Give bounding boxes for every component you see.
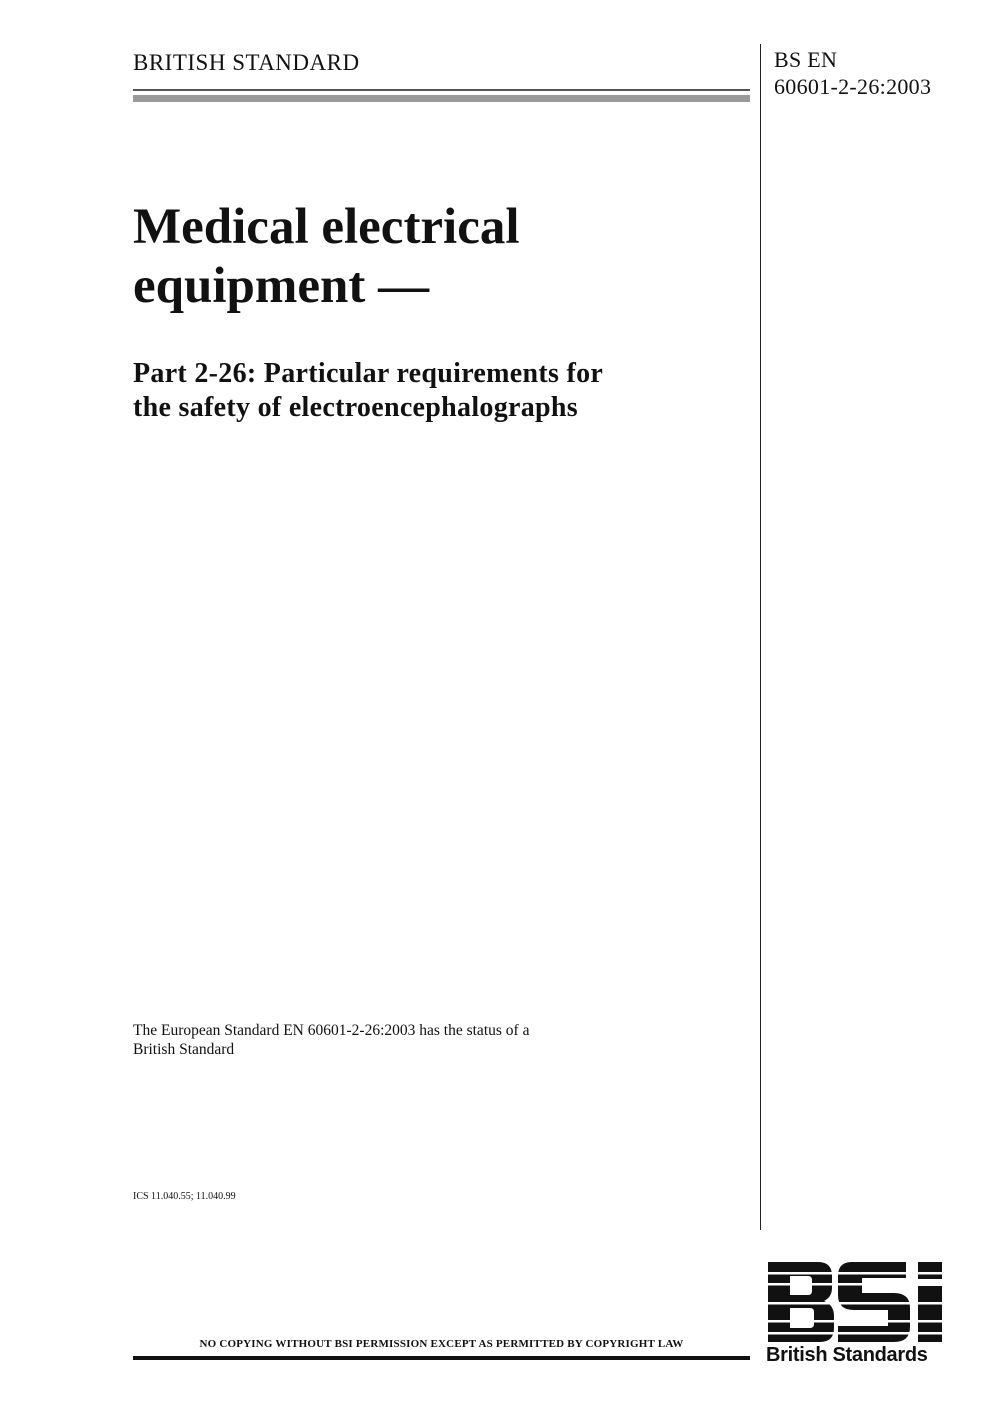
ics-codes: ICS 11.040.55; 11.040.99 — [133, 1191, 236, 1202]
bsi-logo-mark — [766, 1262, 944, 1342]
standard-number-line2: 60601-2-26:2003 — [774, 74, 932, 99]
status-note-line2: British Standard — [133, 1041, 235, 1058]
header-rule-thin — [133, 89, 750, 91]
document-title-line1: Medical electrical — [133, 199, 520, 255]
standard-number-line1: BS EN — [774, 47, 838, 72]
bsi-logo-caption: British Standards — [766, 1344, 928, 1366]
standard-number — [774, 46, 931, 100]
document-title-line2: equipment — — [133, 258, 430, 314]
header-rule-thick — [133, 95, 750, 102]
header-label: BRITISH STANDARD — [133, 50, 360, 75]
copyright-notice: NO COPYING WITHOUT BSI PERMISSION EXCEPT AS PERMITTED BY COPYRIGHT LAW — [199, 1338, 684, 1350]
status-note — [133, 1021, 653, 1059]
status-note-line1: The European Standard EN 60601-2-26:2003 has the status of a — [133, 1022, 530, 1039]
document-subtitle — [133, 357, 743, 425]
footer-rule — [133, 1356, 750, 1360]
vertical-divider — [760, 44, 761, 1230]
document-subtitle-line1: Part 2-26: Particular requirements for — [133, 358, 604, 389]
document-title — [133, 198, 743, 316]
document-subtitle-line2: the safety of electroencephalographs — [133, 392, 578, 423]
